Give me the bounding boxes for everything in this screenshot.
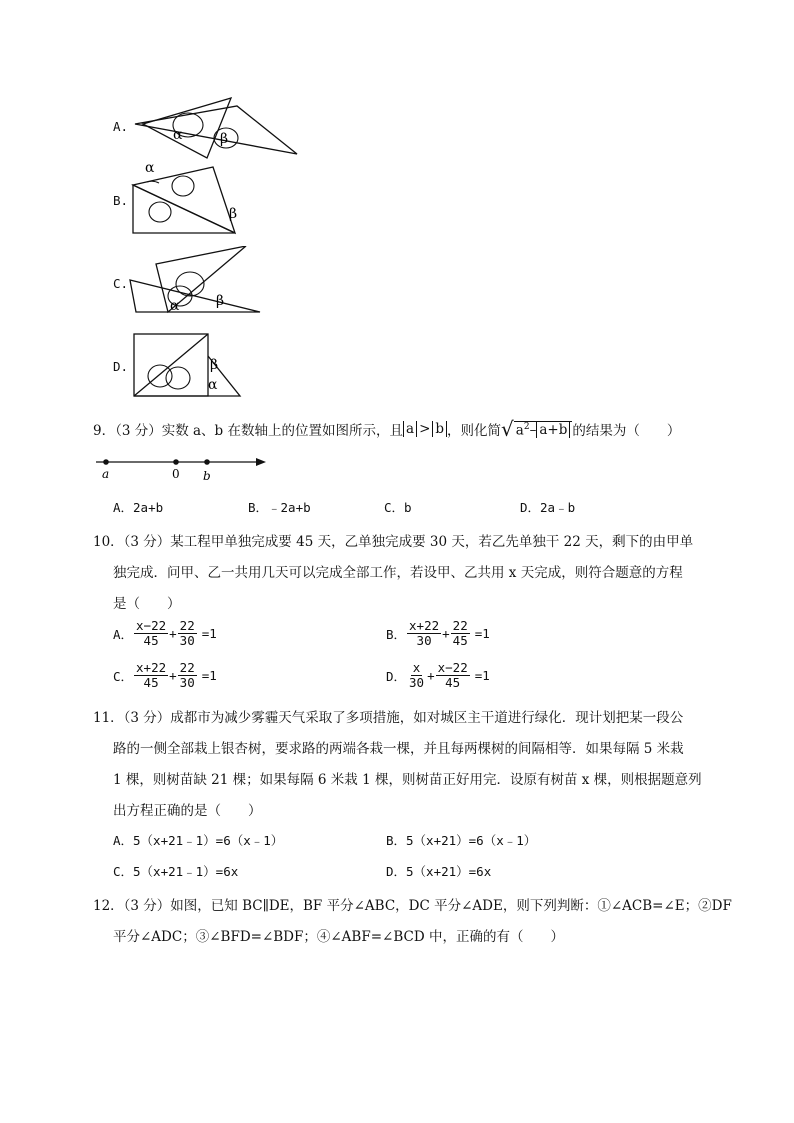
q9-option-c[interactable]: C．b [384,500,412,515]
sqrt-expression: √ $a^2-$ a+b [501,420,572,438]
q9-option-d[interactable]: D．2a﹣b [520,500,576,515]
question-11-line-4: 出方程正确的是（ ） [113,803,262,819]
option-a-figure [125,96,305,160]
beta-label: β [216,293,225,309]
q10-option-d[interactable]: D． $\frac{x}{30}$ + $\frac{x-22}{45}$ =1 [386,660,490,691]
q11-option-b[interactable]: B．5（x+21）=6（x﹣1） [386,833,537,848]
question-10-line-1: 10．（3 分）某工程甲单独完成要 45 天，乙单独完成要 30 天，若乙先单独干 22 天，剩下的由甲单 [93,534,694,550]
q11-option-a[interactable]: A．5（x+21﹣1）=6（x﹣1） [113,833,284,848]
question-9-stem: 9．（3 分）实数 a、b 在数轴上的位置如图所示，且 a > b ，则化简 √ $a^2-$ a+b 的结果为（ ） [93,417,681,441]
triangle-top [133,167,238,233]
q9-option-b[interactable]: B．﹣2a+b [248,500,311,515]
question-11-line-3: 1 棵，则树苗缺 21 棵；如果每隔 6 米栽 1 棵，则树苗正好用完．设原有树苗 x 棵，则根据题意列 [113,772,702,788]
option-d-figure [128,332,248,400]
alpha-label: α [208,377,218,393]
point-a [103,459,109,465]
alpha-label: α [170,298,180,314]
q10-option-c[interactable]: C． $\frac{x+22}{45}$ + $\frac{22}{30}$ =1 [113,660,217,691]
alpha-label: α [145,160,155,176]
option-b-label[interactable]: B. [113,193,129,208]
question-11-line-2: 路的一侧全部栽上银杏树，要求路的两端各栽一棵，并且每两棵树的间隔相等．如果每隔 5 米栽 [113,741,684,757]
svg-text:0: 0 [172,467,180,481]
triangle-right [135,106,297,154]
option-b-figure [125,155,255,237]
alpha-label: α [173,127,183,143]
question-11-line-1: 11．（3 分）成都市为减少雾霾天气采取了多项措施，如对城区主干道进行绿化．现计划把某一段公 [93,710,684,726]
q10-option-b[interactable]: B． $\frac{x+22}{30}$ + $\frac{22}{45}$ =1 [386,618,490,649]
beta-label: β [229,206,238,222]
abs-b: b [432,421,447,437]
option-c-figure [128,246,268,318]
svg-text:a: a [102,467,110,481]
beta-label: β [210,357,219,373]
option-a-label[interactable]: A. [113,119,129,134]
point-b [204,459,210,465]
q11-option-d[interactable]: D．5（x+21）=6x [386,864,492,879]
triangle-wide [130,280,260,312]
q10-option-a[interactable]: A． $\frac{x-22}{45}$ + $\frac{22}{30}$ =1 [113,618,217,649]
beta-label: β [220,131,229,147]
question-12-line-2: 平分∠ADC；③∠BFD=∠BDF；④∠ABF=∠BCD 中，正确的有（ ） [113,929,564,945]
svg-text:b: b [203,469,211,483]
option-c-label[interactable]: C. [113,276,129,291]
number-line [92,452,272,484]
question-10-line-3: 是（ ） [113,596,181,612]
point-0 [173,459,179,465]
question-10-line-2: 独完成．问甲、乙一共用几天可以完成全部工作，若设甲、乙共用 x 天完成，则符合题意的方程 [113,565,683,581]
q11-option-c[interactable]: C．5（x+21﹣1）=6x [113,864,239,879]
q9-option-a[interactable]: A．2a+b [113,500,164,515]
question-12-line-1: 12．（3 分）如图，已知 BC∥DE，BF 平分∠ABC，DC 平分∠ADE，则下列判断：①∠ACB=∠E；②DF [93,898,732,914]
abs-a: a [403,421,417,437]
option-d-label[interactable]: D. [113,359,129,374]
